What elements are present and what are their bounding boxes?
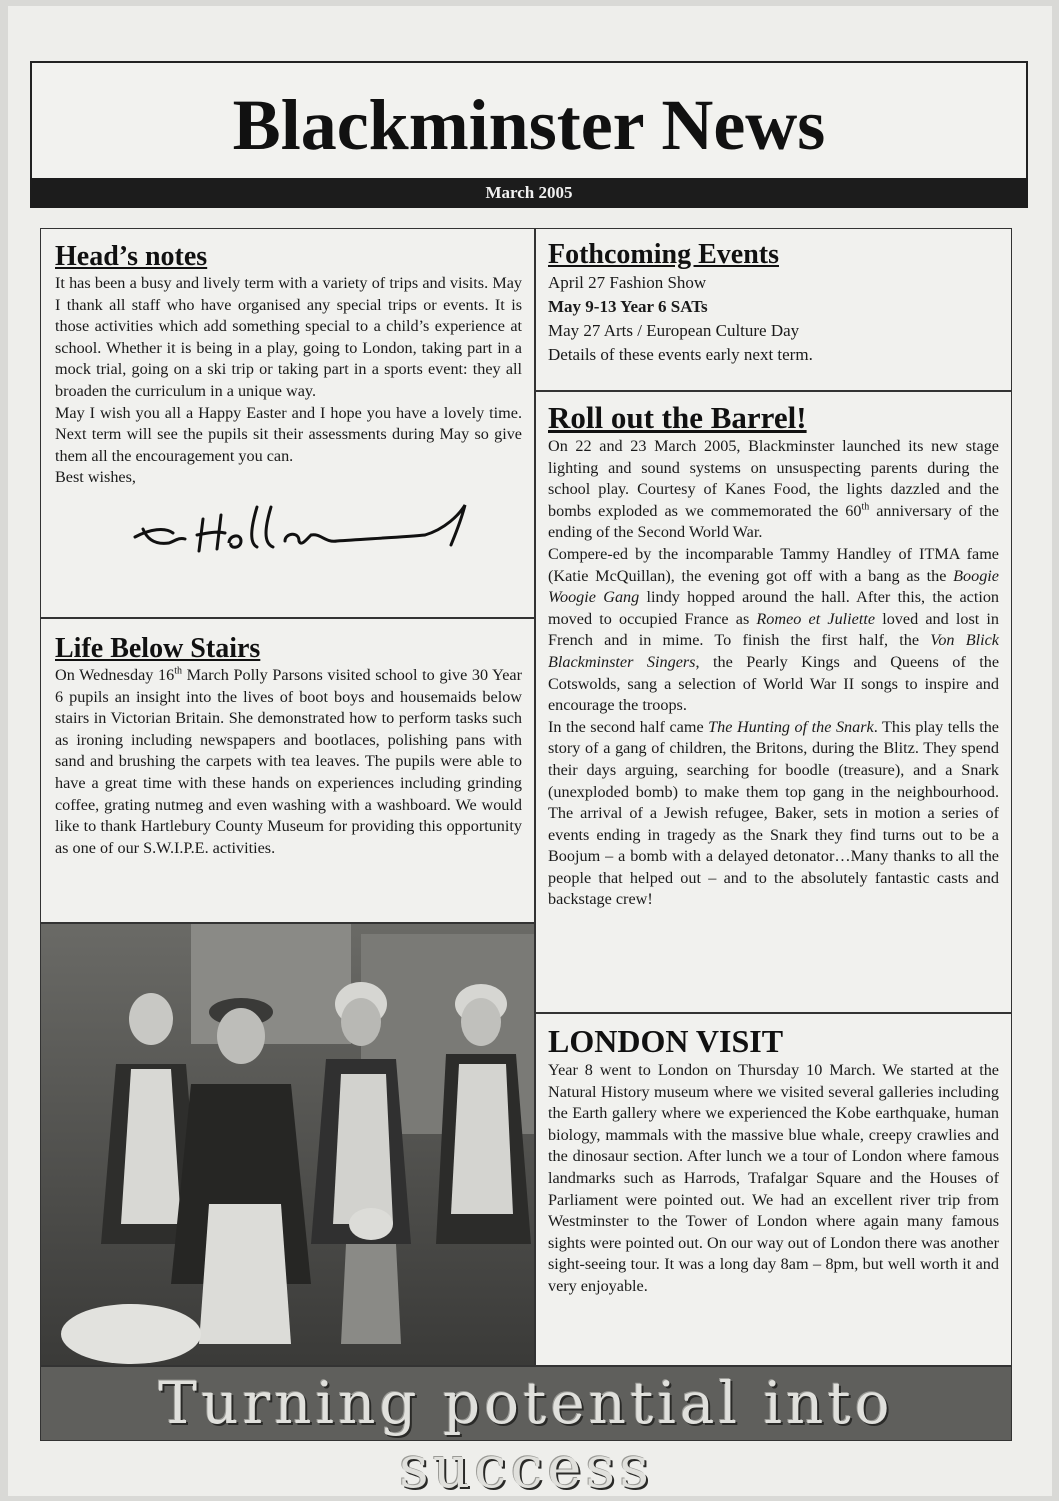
forthcoming-events-section [535, 228, 1012, 391]
handwritten-signature [125, 499, 485, 559]
life-below-stairs-heading: Life Below Stairs [55, 633, 261, 664]
barrel-p2-italic-3: Von Blick Blackminster Singers [548, 631, 999, 671]
barrel-p2-part-d: , the Pearly Kings and Queens of the Cotswolds, sang a selection of World War II songs to inspire and encourage the troops. [548, 652, 1000, 715]
event-item: Details of these events early next term. [548, 345, 813, 364]
barrel-paragraph-3 [548, 717, 999, 911]
footer-banner [40, 1366, 1012, 1501]
london-visit-section [535, 1013, 1012, 1366]
issue-date-bar [30, 178, 1028, 208]
newsletter-page [8, 6, 1052, 1501]
london-visit-heading: LONDON VISIT [548, 1023, 784, 1059]
barrel-p2-italic-2: Romeo et Juliette [756, 609, 876, 628]
barrel-p2-part-a: Compere-ed by the incomparable Tammy Handley of ITMA fame (Katie McQuillan), the evening got off with a bang as the [548, 544, 999, 585]
life-below-stairs-text [55, 665, 522, 859]
newsletter-title: Blackminster News [232, 85, 826, 165]
life-text-superscript: th [174, 665, 182, 677]
photo-illustration [41, 924, 535, 1366]
roll-out-the-barrel-heading: Roll out the Barrel! [548, 400, 807, 435]
event-item: April 27 Fashion Show [548, 273, 707, 292]
life-text-part-a: On Wednesday 16 [55, 666, 175, 684]
forthcoming-events-heading: Fothcoming Events [548, 239, 779, 270]
heads-notes-section [40, 228, 535, 618]
barrel-p2-italic-1: Boogie Woogie Gang [548, 566, 999, 607]
heads-notes-paragraph-2: May I wish you all a Happy Easter and I hope you have a lovely time. Next term will see the pupils sit their assessments during May so give them all the encouragement you can. [55, 403, 522, 465]
barrel-paragraph-2 [548, 544, 999, 717]
barrel-paragraph-1 [548, 436, 999, 544]
barrel-p3-part-b: . This play tells the story of a gang of children, the Britons, during the Blitz. They spend their days arguing, searching for boodle (treasure), and a Snark (unexploded bomb) to make them top gang in the neighbourhood. The arrival of a Jewish refugee, Baker, sets in motion a series of events ending in tragedy as the Snark they find turns out to be a Boojum – a bomb with a delayed detonator…Many thanks to all the people that helped out – and to the absolutely fantastic casts and backstage crew! [548, 717, 999, 909]
london-visit-text: Year 8 went to London on Thursday 10 March. We started at the Natural History museum where we visited several galleries including the Earth gallery where we experienced the Kobe earthquake, human biology, mammals with the massive blue whale, creepy crawlies and the dinosaur section. After lunch we a tour of London where famous landmarks such as Harrods, Trafalgar Square and the Houses of Parliament were pointed out. We had an excellent river trip from Westminster to the Tower of London where again many famous sights were pointed out. On our way out of London there was another sight-seeing tour. It was a long day 8am – 8pm, but well worth it and very enjoyable. [548, 1061, 999, 1295]
barrel-p2-part-b: lindy hopped around the hall. After this, the action moved to occupied France as [548, 588, 1000, 628]
masthead [30, 61, 1028, 181]
heads-notes-paragraph-1: It has been a busy and lively term with a variety of trips and visits. May I thank all staff who have organised any special trips or events. It is those activities which add something special to a child’s experience at school. Whether it is being in a play, going to London, taking part in a mock trial, going on a ski trip or taking part in a sports event: they all broaden the curriculum in a unique way. [55, 274, 522, 400]
heads-notes-heading: Head’s notes [55, 241, 208, 272]
issue-date: March 2005 [485, 183, 573, 202]
roll-out-the-barrel-section [535, 391, 1012, 1013]
barrel-p3-italic: The Hunting of the Snark [708, 717, 874, 736]
barrel-p1-superscript: th [861, 501, 870, 513]
barrel-p2-part-c: loved and lost in French and in mime. To finish the first half, the [548, 609, 999, 650]
barrel-p1-part-a: On 22 and 23 March 2005, Blackminster launched its new stage lighting and sound systems on unsuspecting parents during the school play. Courtesy of Kanes Food, the lights dazzled and the bombs exploded as we commemorated the 60 [548, 437, 999, 520]
footer-slogan: Turning potential into success [158, 1369, 894, 1501]
life-text-part-b: March Polly Parsons visited school to give 30 Year 6 pupils an insight into the lives of boot boys and housemaids below stairs in Victorian Britain. She demonstrated how to perform tasks such as ironing including newspapers and bootlaces, polishing pans with sand and brushing the carpets with tea leaves. The pupils were able to have a great time with these hands on experiences including grinding coffee, grating nutmeg and even washing with a washboard. We would like to thank Hartlebury County Museum for providing this opportunity as one of our S.W.I.P.E. activities. [55, 666, 522, 857]
heads-notes-signoff: Best wishes, [55, 468, 136, 487]
barrel-p3-part-a: In the second half came [548, 717, 709, 736]
event-item: May 9-13 Year 6 SATs [548, 297, 708, 316]
event-item: May 27 Arts / European Culture Day [548, 321, 800, 340]
life-below-stairs-section [40, 618, 535, 923]
barrel-p1-part-b: anniversary of the ending of the Second World War. [548, 501, 999, 542]
photo-victorian-servants [40, 923, 535, 1366]
